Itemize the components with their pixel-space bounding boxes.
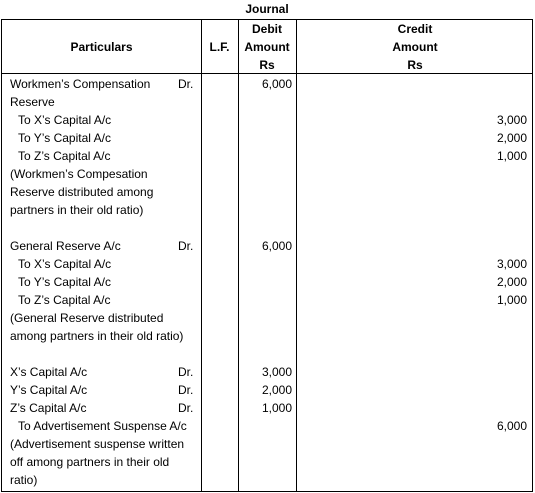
entry3-credit-1: 6,000	[496, 419, 527, 433]
entry1-credit-2: 2,000	[496, 131, 527, 145]
entry3-debit-1: X’s Capital A/c	[10, 365, 88, 379]
entry3-debit-amount-2: 2,000	[261, 383, 292, 397]
entry1-narration-2: Reserve distributed among	[10, 185, 154, 199]
entry2-to-1: To X’s Capital A/c	[18, 257, 112, 271]
header-credit-3: Rs	[407, 58, 423, 72]
entry2-narration-2: among partners in their old ratio)	[10, 329, 184, 343]
entry1-debit-account-cont: Reserve	[10, 95, 55, 109]
header-lf: L.F.	[209, 40, 230, 54]
entry3-debit-amount-3: 1,000	[261, 401, 292, 415]
entry3-narration-1: (Advertisement suspense written	[10, 437, 185, 451]
entry2-credit-3: 1,000	[496, 293, 527, 307]
header-debit-2: Amount	[244, 40, 290, 54]
entry3-debit-3: Z’s Capital A/c	[10, 401, 87, 415]
header-credit-2: Amount	[392, 40, 438, 54]
entry2-debit-amount: 6,000	[261, 239, 292, 253]
entry1-dr: Dr.	[178, 77, 194, 91]
entry2-credit-2: 2,000	[496, 275, 527, 289]
entry2-debit-account: General Reserve A/c	[10, 239, 121, 253]
entry1-narration-1: (Workmen’s Compesation	[10, 167, 148, 181]
header-debit-1: Debit	[252, 22, 282, 36]
entry2-dr: Dr.	[178, 239, 194, 253]
entry1-credit-1: 3,000	[496, 113, 527, 127]
entry2-narration-1: (General Reserve distributed	[10, 311, 164, 325]
entry3-debit-amount-1: 3,000	[261, 365, 292, 379]
entry2-to-2: To Y’s Capital A/c	[18, 275, 111, 289]
entry3-dr-2: Dr.	[178, 383, 194, 397]
entry3-debit-2: Y’s Capital A/c	[10, 383, 88, 397]
journal-table	[1, 19, 533, 492]
entry1-to-2: To Y’s Capital A/c	[18, 131, 111, 145]
entry1-debit-account: Workmen’s Compensation	[10, 77, 151, 91]
header-debit-3: Rs	[259, 58, 275, 72]
header-credit-1: Credit	[397, 22, 433, 36]
col-divider-particulars	[201, 20, 202, 491]
entry3-narration-2: off among partners in their old	[10, 455, 170, 469]
entry2-to-3: To Z’s Capital A/c	[18, 293, 111, 307]
entry1-to-1: To X’s Capital A/c	[18, 113, 112, 127]
entry3-to-1: To Advertisement Suspense A/c	[18, 419, 187, 433]
entry3-dr-1: Dr.	[178, 365, 194, 379]
entry3-narration-3: ratio)	[10, 473, 38, 487]
entry2-credit-1: 3,000	[496, 257, 527, 271]
entry1-debit-amount: 6,000	[261, 77, 292, 91]
entry1-to-3: To Z’s Capital A/c	[18, 149, 111, 163]
col-divider-lf	[238, 20, 239, 491]
header-particulars: Particulars	[70, 40, 133, 54]
entry1-narration-3: partners in their old ratio)	[10, 203, 144, 217]
col-divider-debit	[296, 20, 297, 491]
entry3-dr-3: Dr.	[178, 401, 194, 415]
entry1-credit-3: 1,000	[496, 149, 527, 163]
journal-title: Journal	[245, 2, 289, 16]
